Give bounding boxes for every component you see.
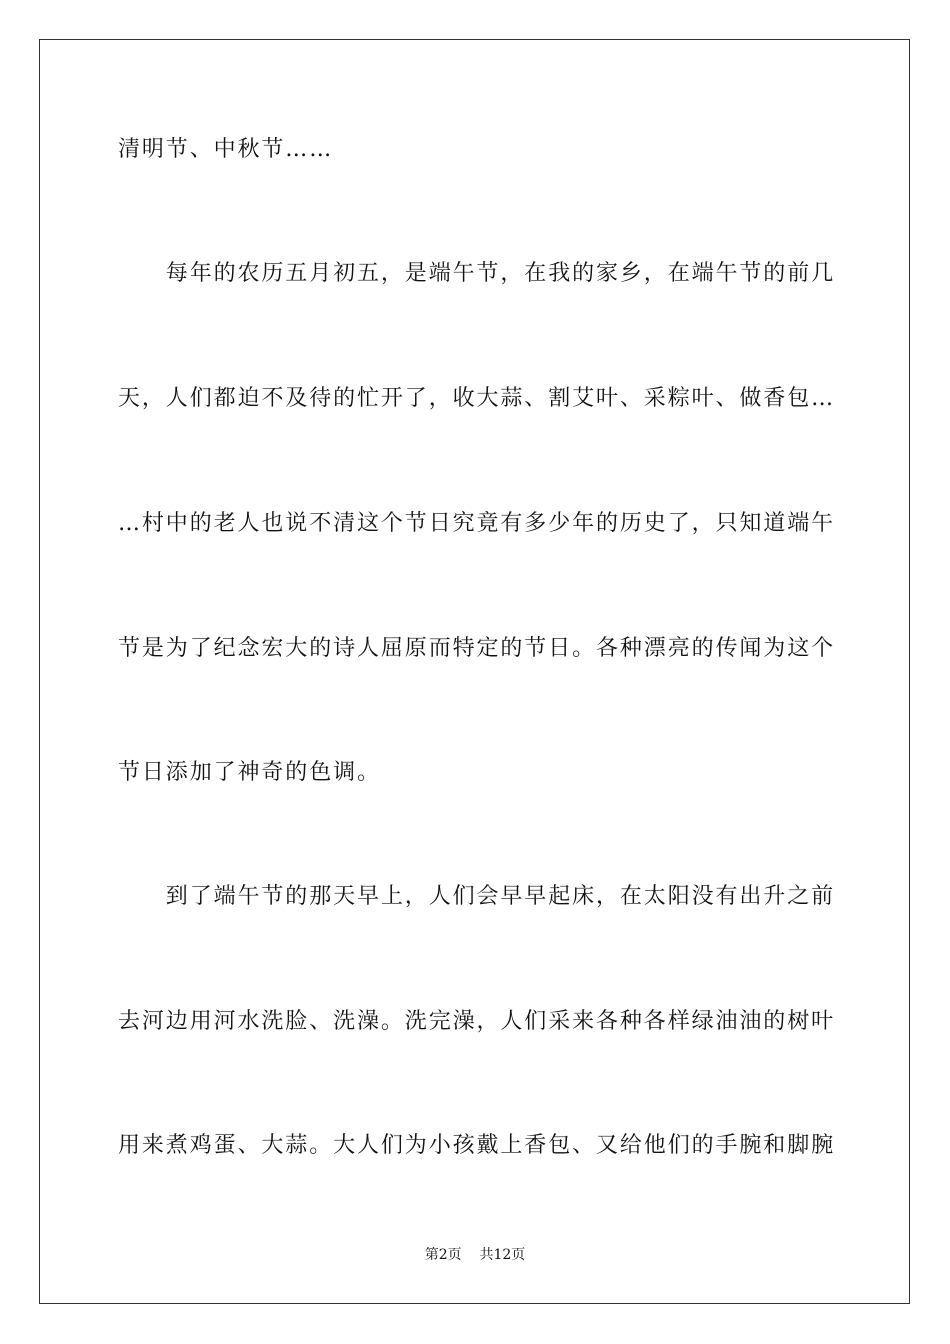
- page-footer: [0, 1246, 950, 1264]
- text-line-5: 节是为了纪念宏大的诗人屈原而特定的节日。各种漂亮的传闻为这个: [118, 636, 836, 661]
- text-line-1: 清明节、中秋节……: [118, 137, 334, 162]
- text-line-3: 天，人们都迫不及待的忙开了，收大蒜、割艾叶、采粽叶、做香包…: [118, 386, 836, 411]
- page-border: [39, 39, 910, 1304]
- text-line-8: 去河边用河水洗脸、洗澡。洗完澡，人们采来各种各样绿油油的树叶: [118, 1009, 836, 1034]
- text-line-9: 用来煮鸡蛋、大蒜。大人们为小孩戴上香包、又给他们的手腕和脚腕: [118, 1133, 836, 1158]
- text-line-4: …村中的老人也说不清这个节日究竟有多少年的历史了，只知道端午: [118, 511, 836, 536]
- page-number: 第2页: [424, 1247, 462, 1263]
- text-line-6: 节日添加了神奇的色调。: [118, 760, 381, 785]
- text-line-7: 到了端午节的那天早上，人们会早早起床，在太阳没有出升之前: [118, 884, 836, 909]
- text-line-2: 每年的农历五月初五，是端午节，在我的家乡，在端午节的前几: [118, 261, 836, 286]
- page-total: 共12页: [479, 1247, 526, 1263]
